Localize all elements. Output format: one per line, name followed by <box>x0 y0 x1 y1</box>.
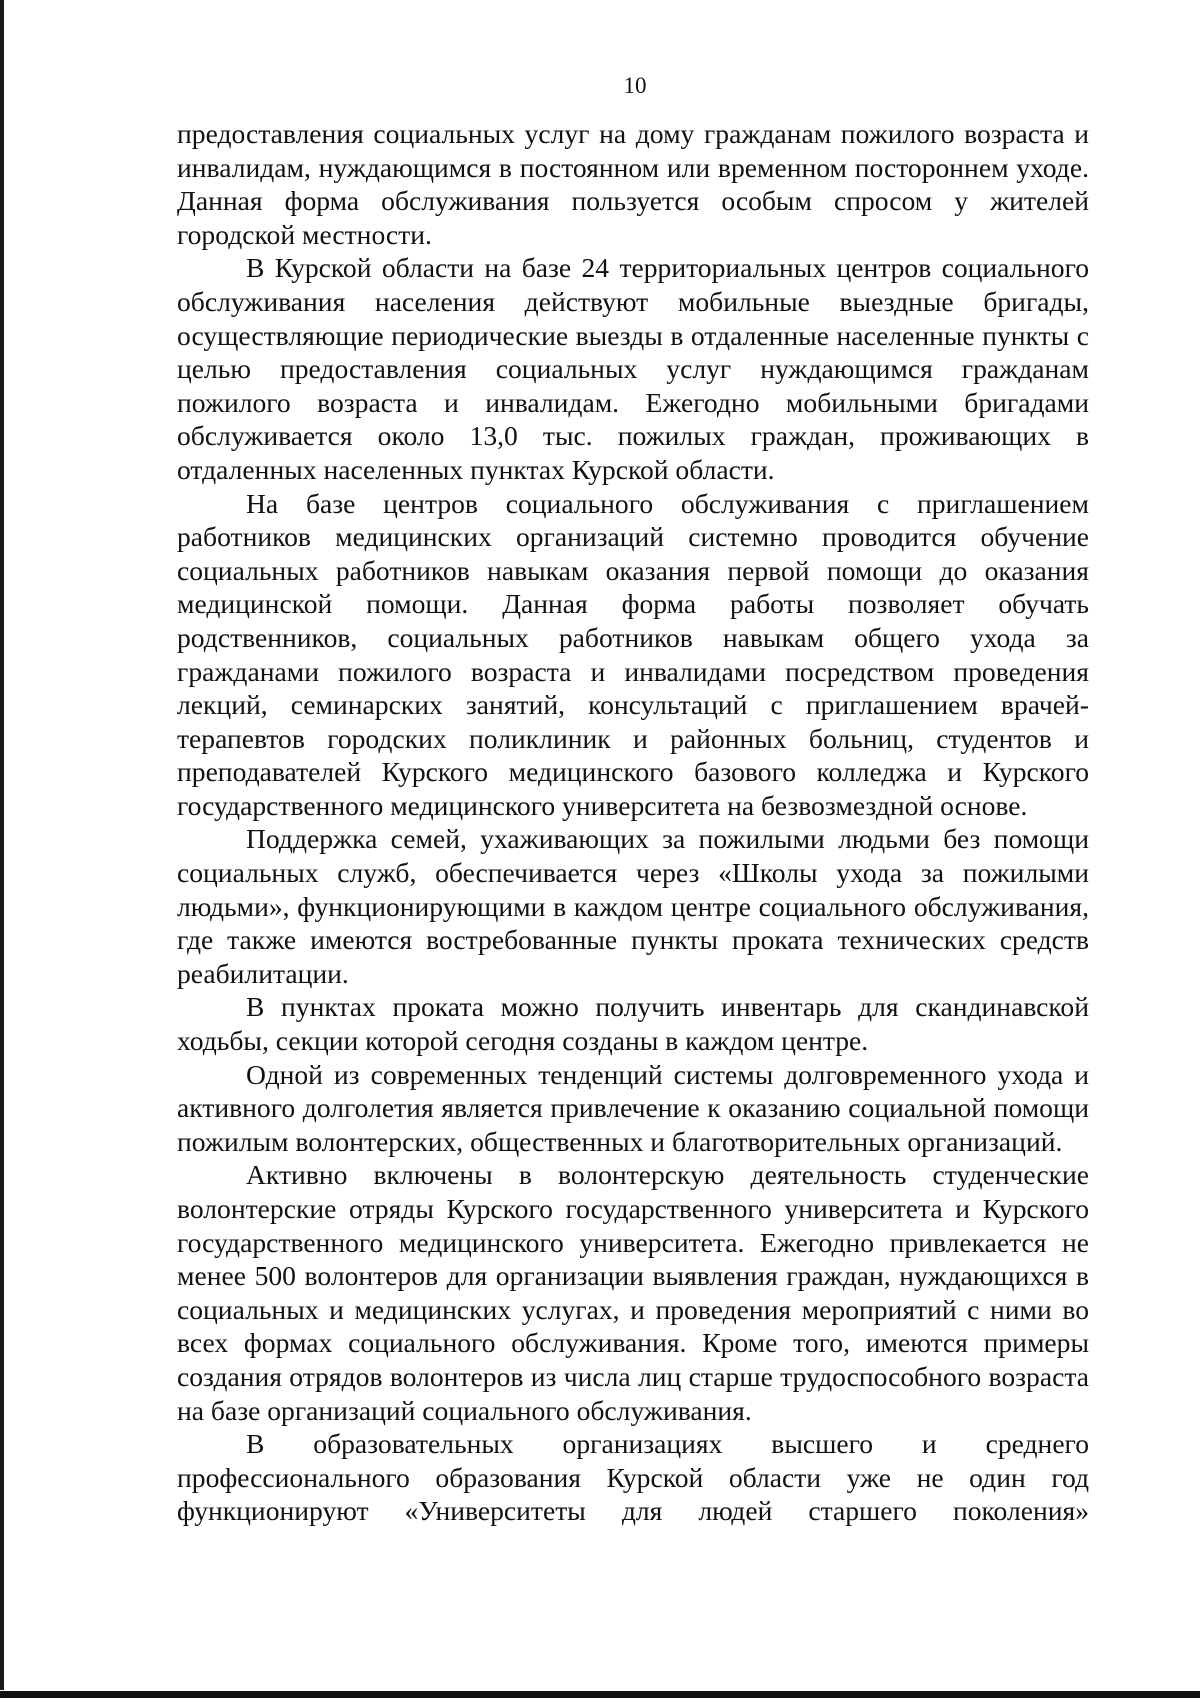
page-number: 10 <box>623 73 647 98</box>
paragraph-volunteer-trend: Одной из современных тенденций системы долговременного ухода и активного долголетия является привлечение к оказанию социальной помощи пожилым волонтерских, общественных и благотворительных организаций. <box>177 1058 1089 1157</box>
paragraph-care-schools: Поддержка семей, ухаживающих за пожилыми людьми без помощи социальных служб, обеспечивается через «Школы ухода за пожилыми людьми», функционирующими в каждом центре социального обслуживания, где также имеются востребованные пункты проката технических средств реабилитации. <box>177 823 1089 989</box>
paragraph-first-aid-training: На базе центров социального обслуживания с приглашением работников медицинских организаций системно проводится обучение социальных работников навыкам оказания первой помощи до оказания медицинской помощи. Данная форма работы позволяет обучать родственников, социальных работников навыкам общего ухода за гражданами пожилого возраста и инвалидами посредством проведения лекций, семинарских занятий, консультаций с приглашением врачей-терапевтов городских поликлиник и районных больниц, студентов и преподавателей Курского медицинского базового колледжа и Курского государственного медицинского университета на безвозмездной основе. <box>177 487 1089 821</box>
paragraph-continuation: предоставления социальных услуг на дому гражданам пожилого возраста и инвалидам, нуждающимся в постоянном или временном постороннем уходе. Данная форма обслуживания пользуется особым спросом у жителей городской местности. <box>177 118 1089 250</box>
paragraph-universities-older-generation: В образовательных организациях высшего и среднего профессионального образования Курской области уже не один год функционируют «Университеты для людей старшего поколения» <box>177 1428 1089 1527</box>
scan-bottom-border <box>0 1691 1200 1698</box>
paragraph-nordic-walking: В пунктах проката можно получить инвентарь для скандинавской ходьбы, секции которой сегодня созданы в каждом центре. <box>177 991 1089 1057</box>
document-body <box>177 117 1089 1528</box>
paragraph-student-volunteers: Активно включены в волонтерскую деятельность студенческие волонтерские отряды Курского государственного университета и Курского государственного медицинского университета. Ежегодно привлекается не менее 500 волонтеров для организации выявления граждан, нуждающихся в социальных и медицинских услугах, и проведения мероприятий с ними во всех формах социального обслуживания. Кроме того, имеются примеры создания отрядов волонтеров из числа лиц старше трудоспособного возраста на базе организаций социального обслуживания. <box>177 1159 1089 1426</box>
scan-left-border <box>0 0 4 1690</box>
paragraph-mobile-brigades: В Курской области на базе 24 территориальных центров социального обслуживания населения действуют мобильные выездные бригады, осуществляющие периодические выезды в отдаленные населенные пункты с целью предоставления социальных услуг нуждающимся гражданам пожилого возраста и инвалидам. Ежегодно мобильными бригадами обслуживается около 13,0 тыс. пожилых граждан, проживающих в отдаленных населенных пунктах Курской области. <box>177 252 1089 485</box>
